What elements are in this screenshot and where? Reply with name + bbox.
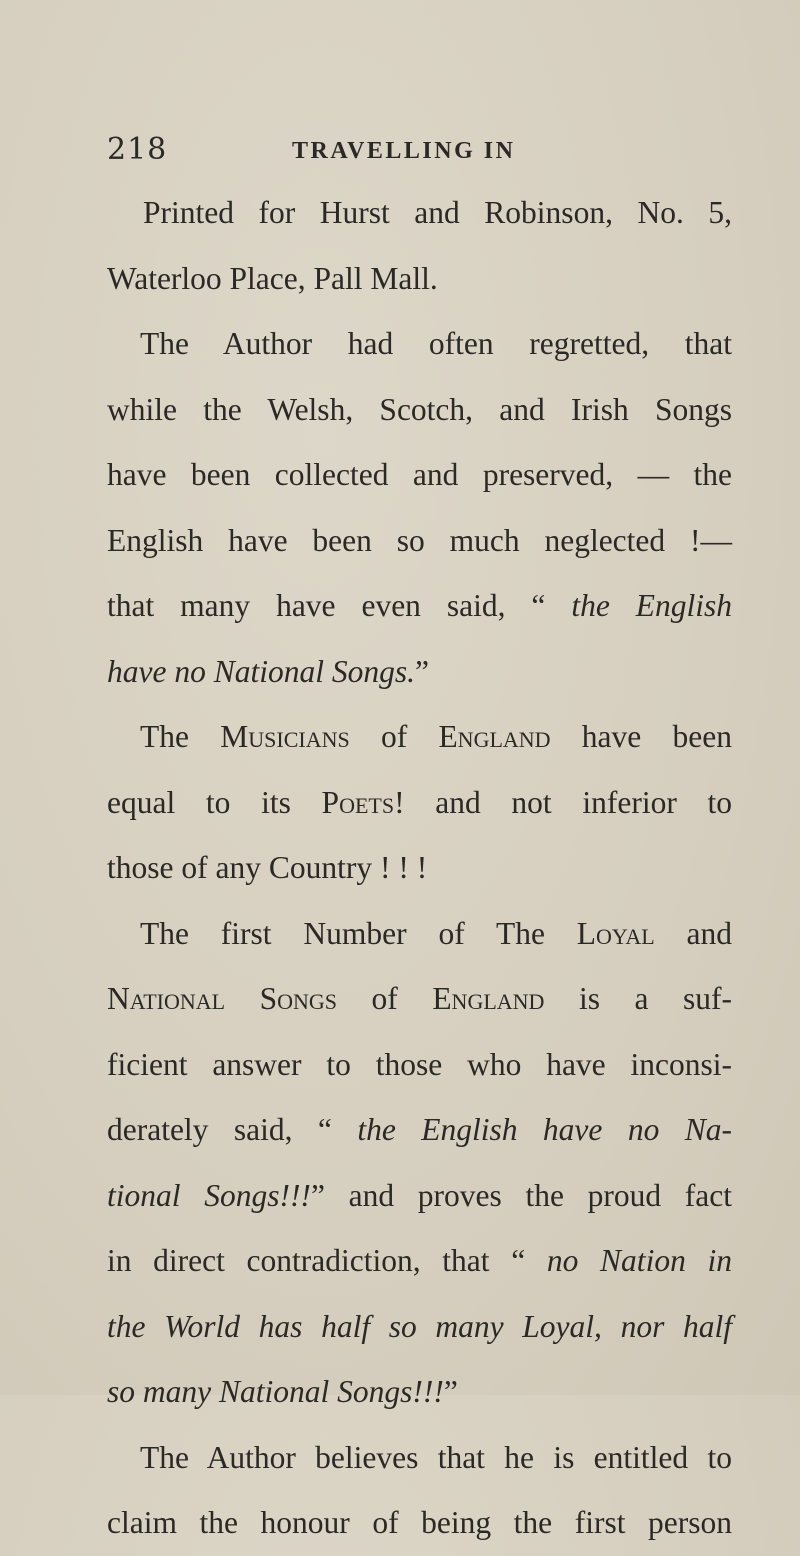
text-line: those of any Country ! ! ! <box>107 850 428 885</box>
body-text <box>107 180 732 1556</box>
text-line: in direct contradiction, that “ no Nation in <box>107 1243 732 1278</box>
text-line: The Author believes that he is entitled to <box>140 1439 732 1475</box>
text-line: so many National Songs!!!” <box>107 1374 458 1409</box>
text-line: The first Number of The Loyal and <box>140 915 732 951</box>
text-line: The Musicians of England have been <box>140 719 732 754</box>
text-line: that many have even said, “ the English <box>107 588 732 623</box>
text-line: Waterloo Place, Pall Mall. <box>107 260 438 296</box>
text-line: National Songs of England is a suf- <box>107 981 732 1016</box>
text-line: the World has half so many Loyal, nor half <box>107 1308 732 1344</box>
text-line: have been collected and preserved, — the <box>107 457 732 492</box>
text-line: ficient answer to those who have inconsi- <box>107 1046 732 1082</box>
running-head: TRAVELLING IN <box>292 138 516 164</box>
text-line: tional Songs!!!” and proves the proud fact <box>107 1177 733 1213</box>
text-line: The Author had often regretted, that <box>140 326 732 361</box>
page-number: 218 <box>107 132 168 167</box>
page-header <box>0 132 800 182</box>
text-line: English have been so much neglected !— <box>107 522 732 558</box>
text-line: claim the honour of being the first person <box>107 1505 732 1540</box>
text-line: while the Welsh, Scotch, and Irish Songs <box>107 391 732 427</box>
text-line: equal to its Poets! and not inferior to <box>107 784 732 820</box>
text-line: have no National Songs.” <box>107 653 429 689</box>
text-line: Printed for Hurst and Robinson, No. 5, <box>143 195 732 230</box>
text-line: derately said, “ the English have no Na- <box>107 1112 732 1147</box>
